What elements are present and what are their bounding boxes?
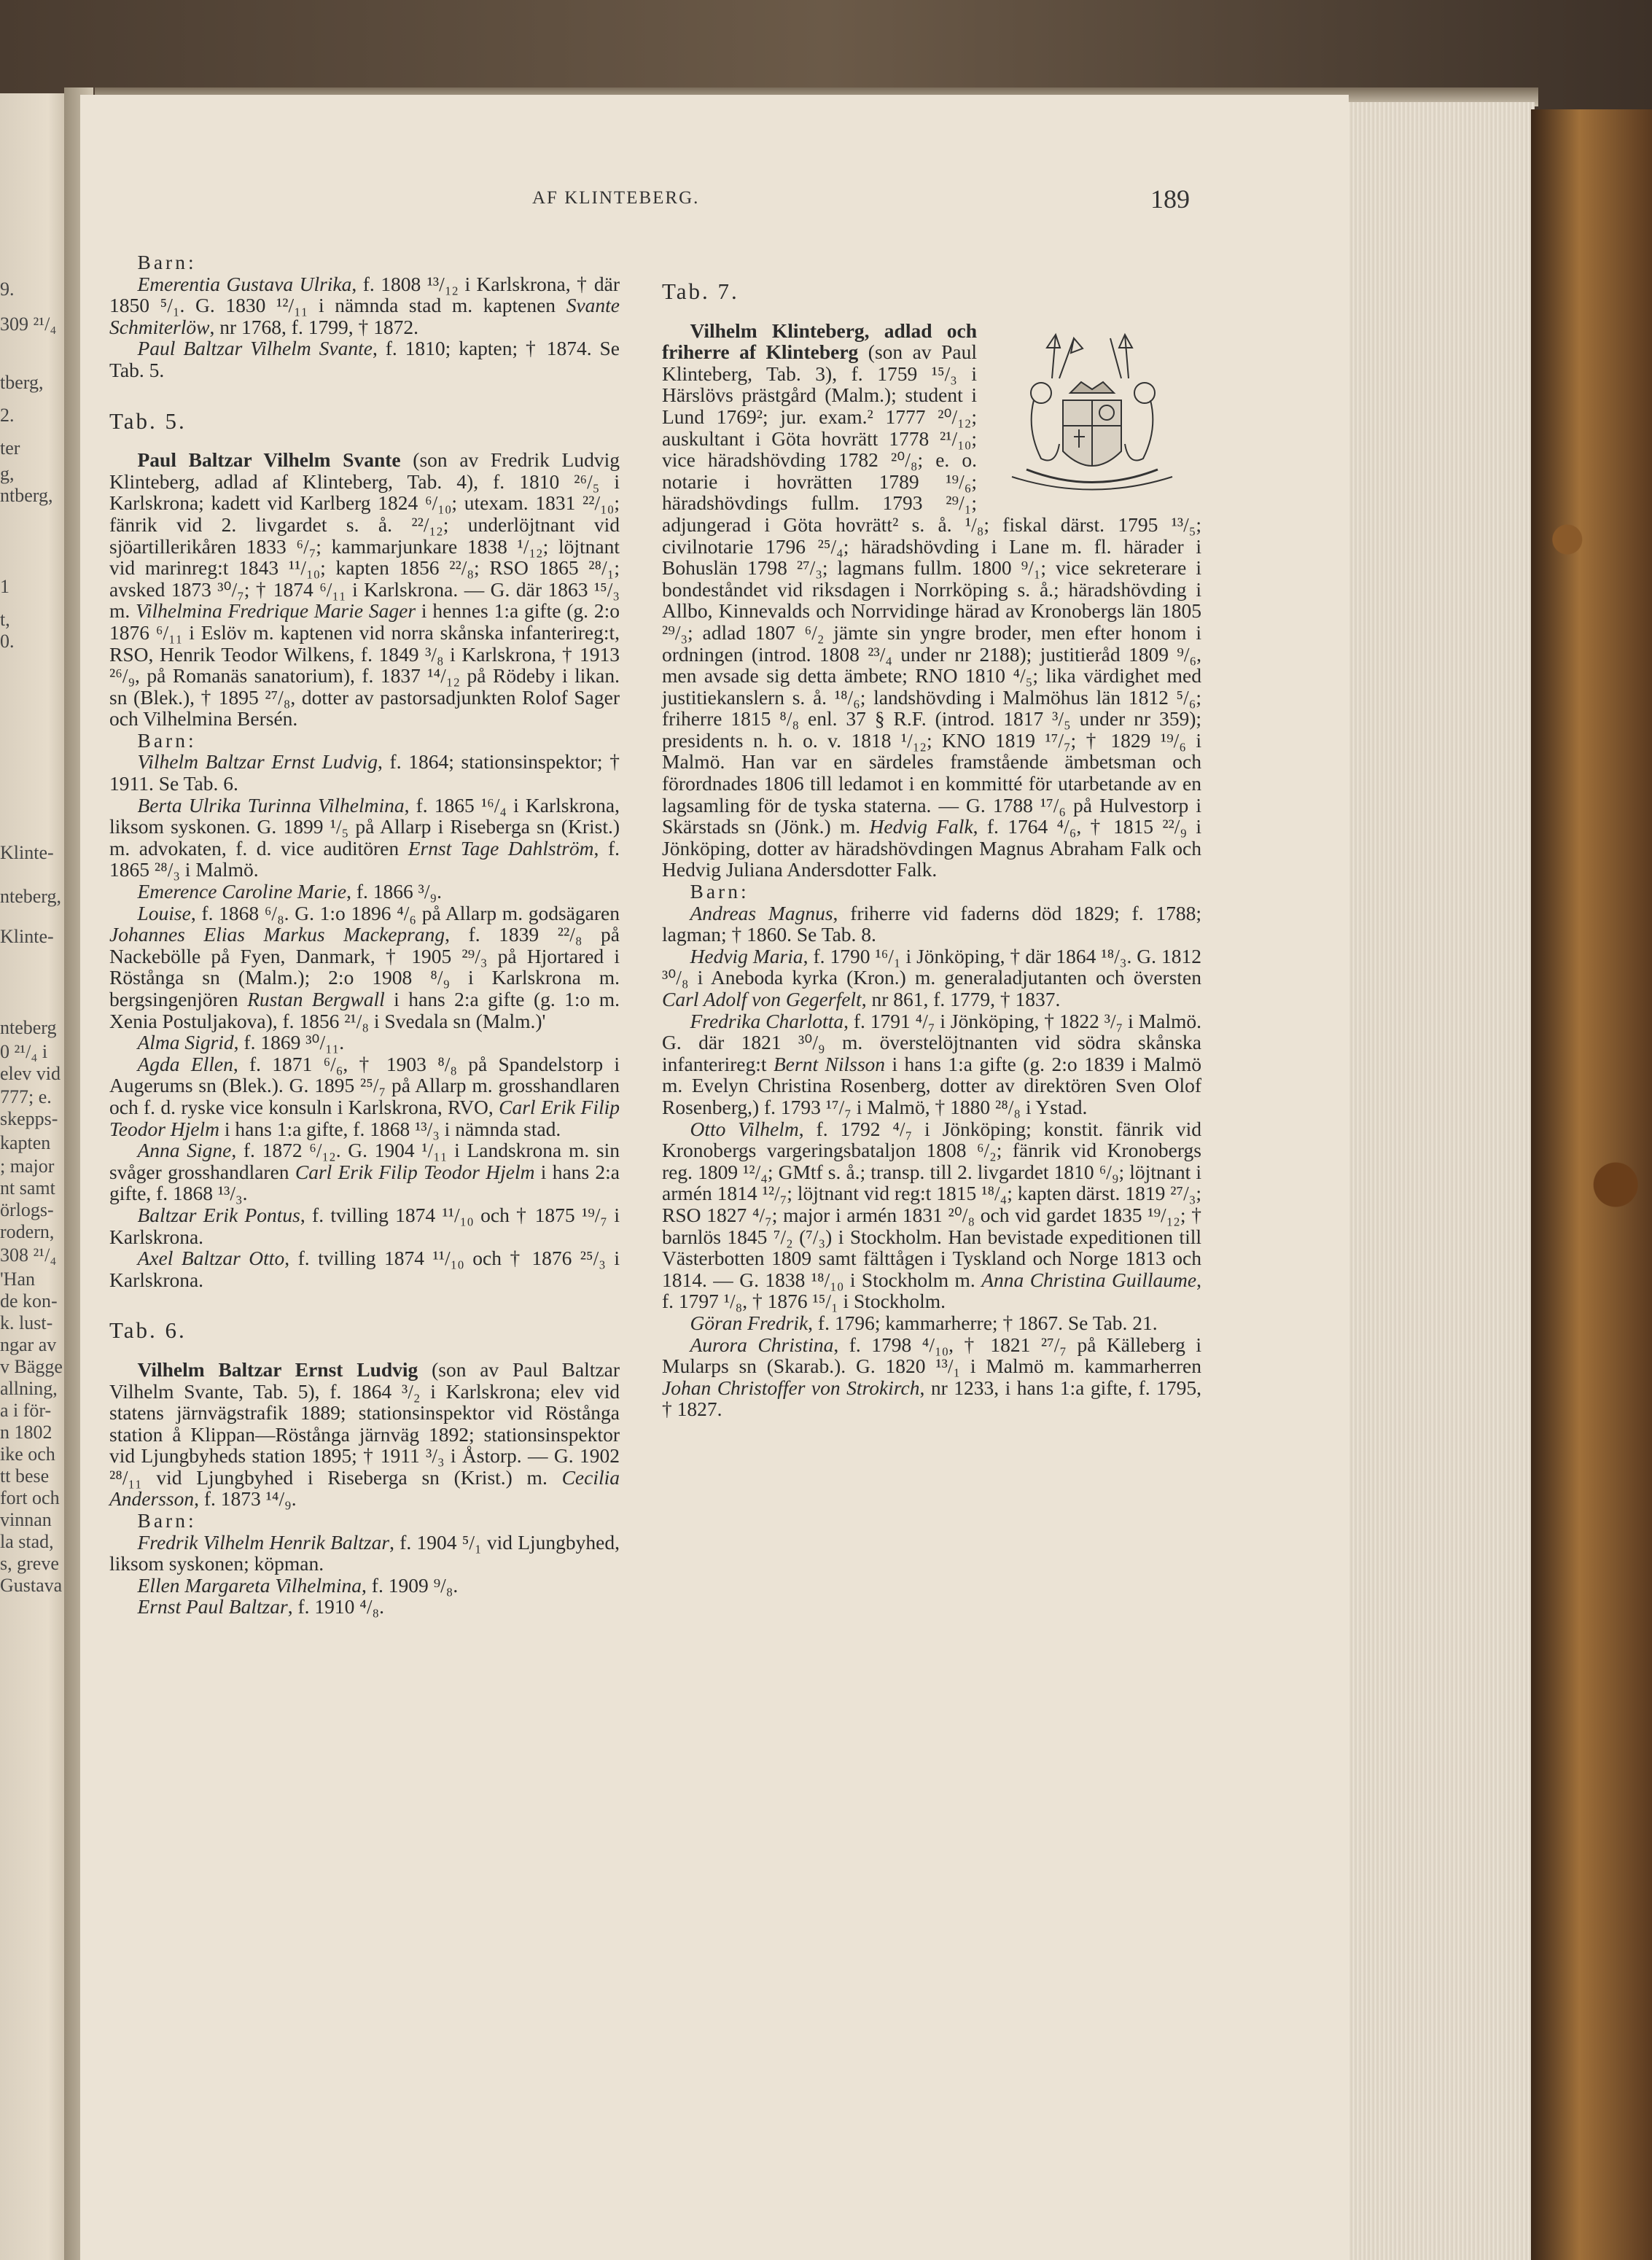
entry-text: , nr 861, f. 1779, † 1837. (861, 988, 1061, 1010)
left-page-fragment: tberg, (0, 372, 44, 393)
left-page-fragment: elev vid (0, 1063, 61, 1084)
entry-text: , f. 1839 ²²/₈ på Nackebölle på Fyen, Danmark, † 1905 ²⁹/₃ på Hjortared i Röstånga sn (Malm.); 2:o 1908 ⁸/₉ i Karlskrona m. bergsingenjören (109, 923, 620, 1010)
entry-text: , f. 1910 ⁴/₈. (287, 1595, 384, 1618)
entry-paragraph (109, 1247, 620, 1290)
entry-head-name: Vilhelm Baltzar Ernst Ludvig (137, 1357, 418, 1381)
children-heading: Barn: (690, 880, 749, 903)
left-page-fragment: k. lust- (0, 1312, 53, 1333)
entry-text: , f. 1872 ⁶/₁₂. G. 1904 ¹/₁₁ i Landskrona m. sin svåger grosshandlaren (109, 1139, 620, 1183)
entry-paragraph (109, 881, 620, 903)
table-heading: Tab. 6. (109, 1317, 187, 1344)
left-page-fragment: Klinte- (0, 842, 54, 863)
person-name: Bernt Nilsson (773, 1052, 886, 1075)
left-page-fragment: 777; e. (0, 1086, 52, 1107)
left-page-fragment: ntberg, (0, 485, 53, 506)
left-page-fragment: 309 ²¹/₄ (0, 313, 57, 335)
entry-text: (son av Paul Klinteberg, Tab. 3), f. 1759 ¹⁵/₃ i Härslövs prästgård (Malm.); student i Lund 1769²; jur. exam.² 1777 ²⁰/₁₂; auskultant i Göta hovrätt 1778 ²¹/₁₀; vice häradshövding 1782 ²⁰/₈; e. o. notarie i hovrätten 1789 ¹⁹/₆; häradshövdings fullm. 1793 ²⁹/₁; adjungerad i Göta hovrätt² s. å. ¹/₈; fiskal därst. 1795 ¹³/₅; civilnotarie 1796 ²⁵/₄; häradshövding i Lane m. fl. härader i Bohuslän 1798 ²⁷/₃; lagmans fullm. 1800 ⁹/₁; vice sekreterare i bondeståndet vid riksdagen i Norrköping s. å.; häradshövding i Allbo, Kinnevalds och Norrvidinge härad av Kronobergs län 1805 ²⁹/₃; adlad 1807 ⁶/₂ jämte sin yngre broder, men efter honom i ordningen (introd. 1808 ²³/₄ under nr 2188); justitieråd 1809 ⁹/₆, men avsade sig detta ämbete; RNO 1810 ⁴/₅; lika värdighet med justitiekanslern s. å. ¹⁸/₆; landshövding i Malmöhus län 1812 ⁵/₆; friherre 1815 ⁸/₈ enl. 37 § R.F. (introd. 1817 ³/₅ under nr 359); presidents n. h. o. v. 1818 ¹/₁₂; KNO 1819 ¹⁷/₇; † 1829 ¹⁹/₆ i Malmö. Han var en särdeles framstående ämbetsman och förordnades 1806 till ledamot i en kommitté för utarbetande av en lagsamling för de tyska staterna. — G. 1788 ¹⁷/₆ på Hulvestorp i Skärstads sn (Jönk.) m. (662, 340, 1201, 838)
left-page-fragment: t, (0, 609, 10, 630)
left-page-fragment: allning, (0, 1378, 58, 1399)
person-name: Ernst Paul Baltzar (137, 1595, 288, 1618)
entry-text: i hans 1:a gifte, f. 1868 ¹³/₃ i nämnda stad. (219, 1117, 561, 1140)
person-name: Ernst Tage Dahlström (408, 836, 594, 860)
entry-paragraph (662, 1334, 1201, 1420)
entry-paragraph (109, 1204, 620, 1247)
left-page-fragment: fort och (0, 1487, 60, 1508)
table-heading: Tab. 5. (109, 408, 187, 434)
entry-text: , f. 1909 ⁹/₈. (362, 1573, 459, 1597)
person-name: Göran Fredrik (690, 1311, 809, 1334)
left-page-fragment: 2. (0, 405, 15, 426)
left-page-fragment: s, greve (0, 1553, 59, 1574)
entry-paragraph (109, 751, 620, 794)
entry-paragraph (109, 795, 620, 881)
left-page-fragment: ngar av (0, 1334, 57, 1355)
person-name: Vilhelmina Fredrique Marie Sager (136, 599, 416, 623)
left-page-fragment: 0 ²¹/₄ i (0, 1041, 48, 1062)
left-page-fragment: örlogs- (0, 1199, 54, 1220)
entry-text: , f. 1868 ⁶/₈. G. 1:o 1896 ⁴/₆ på Allarp m. godsägaren (190, 901, 620, 924)
person-name: Axel Baltzar Otto (137, 1247, 285, 1270)
left-page-fragment: nt samt (0, 1177, 55, 1199)
person-name: Alma Sigrid (137, 1031, 234, 1054)
page-edges (1345, 102, 1535, 2260)
entry-text: i hans 1:a gifte (g. 2:o 1839 i Malmö m. Evelyn Christina Rosenberg, dotter av direktören Sven Olof Rosenberg,) f. 1793 ¹⁷/₇ i Malmö, † 1880 ²⁸/₈ i Ystad. (662, 1052, 1201, 1118)
person-name: Hedvig Maria (690, 944, 803, 967)
entry-text: , f. 1864; stationsinspektor; † 1911. Se Tab. 6. (109, 750, 620, 795)
table-heading: Tab. 7. (662, 278, 739, 304)
person-name: Hedvig Falk (869, 815, 973, 838)
entry-text: , f. 1869 ³⁰/₁₁. (233, 1031, 345, 1054)
left-page-fragment: nteberg, (0, 886, 61, 907)
person-name: Ellen Margareta Vilhelmina (137, 1573, 362, 1597)
entry-text: , f. 1904 ⁵/₁ vid Ljungbyhed, liksom syskonen; köpman. (109, 1530, 620, 1575)
left-page-fragment: 0. (0, 631, 15, 652)
entry-paragraph (662, 1010, 1201, 1118)
person-name: Anna Christina Guillaume (981, 1268, 1197, 1291)
person-name: Emerentia Gustava Ulrika (137, 272, 352, 295)
left-page-fragment: rodern, (0, 1221, 55, 1242)
entry-paragraph (109, 449, 620, 730)
person-name: Louise (137, 901, 191, 924)
left-page-fragment: 308 ²¹/₄ (0, 1244, 57, 1266)
left-page-fragment: ; major (0, 1156, 55, 1177)
person-name: Aurora Christina (690, 1333, 834, 1356)
left-page-fragment: Klinte- (0, 926, 54, 947)
left-page-fragment: nteberg (0, 1017, 57, 1038)
entry-paragraph (109, 1032, 620, 1053)
entry-text: i hans 2:a gifte (g. 1:o m. Xenia Postuljakova), f. 1856 ²¹/₈ i Svedala sn (Malm.)' (109, 988, 620, 1032)
entry-text: i hennes 1:a gifte (g. 2:o 1876 ⁶/₁₁ i Eslöv m. kaptenen vid norra skånska infanterireg:t, RSO, Henrik Teodor Wilkens, f. 1849 ³/₈ i Karlskrona, † 1913 ²⁶/₉, på Romanäs sanatorium), f. 1837 ¹⁴/₁₂ på Rödeby i likan. sn (Blek.), † 1895 ²⁷/₈, dotter av pastorsadjunkten Rolof Sager och Vilhelmina Bersén. (109, 599, 620, 730)
entry-paragraph (109, 1053, 620, 1139)
children-heading: Barn: (137, 251, 197, 273)
left-page-fragment: ter (0, 437, 20, 459)
person-name: Rustan Bergwall (247, 988, 385, 1010)
person-name: Fredrika Charlotta (690, 1009, 844, 1032)
entry-text: , f. 1866 ³/₉. (346, 880, 443, 903)
left-page-fragment: n 1802 (0, 1422, 52, 1443)
person-name: Johan Christoffer von Strokirch (662, 1376, 920, 1399)
person-name: Berta Ulrika Turinna Vilhelmina (137, 793, 405, 817)
entry-paragraph (109, 338, 620, 381)
entry-paragraph (662, 1312, 1201, 1334)
left-page-fragment: 9. (0, 278, 15, 300)
person-name: Vilhelm Baltzar Ernst Ludvig (137, 750, 378, 774)
left-page-fragment: 1 (0, 576, 9, 597)
children-heading: Barn: (137, 1509, 197, 1532)
person-name: Carl Erik Filip Teodor Hjelm (109, 1095, 620, 1140)
person-name: Paul Baltzar Vilhelm Svante (137, 337, 373, 360)
entry-paragraph (662, 946, 1201, 1010)
entry-text: , f. 1791 ⁴/₇ i Jönköping, † 1822 ³/₇ i Malmö. G. där 1821 ³⁰/₉ m. överstelöjtnanten vid södra skånska infanterireg:t (662, 1009, 1201, 1075)
left-page-fragment: tt bese (0, 1465, 50, 1486)
left-page-fragment: ike och (0, 1443, 55, 1465)
left-page-fragment: la stad, (0, 1531, 54, 1552)
entry-paragraph (109, 273, 620, 338)
page-number: 189 (1150, 184, 1190, 214)
entry-text: , nr 1233, i hans 1:a gifte, f. 1795, † 1827. (662, 1376, 1202, 1421)
left-page-fragment: 'Han (0, 1269, 36, 1290)
person-name: Emerence Caroline Marie (137, 880, 347, 903)
person-name: Svante Schmiterlöw (109, 294, 620, 338)
left-page-fragment: de kon- (0, 1290, 58, 1312)
entry-text: i hans 2:a gifte, f. 1868 ¹³/₃. (109, 1160, 620, 1205)
left-column (109, 252, 620, 1618)
entry-text: (son av Paul Baltzar Vilhelm Svante, Tab. 5), f. 1864 ³/₂ i Karlskrona; elev vid statens järnvägstrafik 1889; stationsinspektor vid Röstånga station å Klippan—Röstånga järnväg 1892; stationsinspektor vid Ljungbyheds station 1895; † 1911 ³/₃ i Åstorp. — G. 1902 ²⁸/₁₁ vid Ljungbyhed i Riseberga sn (Krist.) m. (109, 1357, 620, 1489)
entry-text: , f. 1808 ¹³/₁₂ i Karlskrona, † där 1850 ⁵/₁. G. 1830 ¹²/₁₁ i nämnda stad m. kaptenen (109, 272, 620, 317)
person-name: Andreas Magnus (690, 901, 833, 924)
left-page-fragment: v Bägge (0, 1356, 63, 1377)
entry-text: , nr 1768, f. 1799, † 1872. (209, 315, 418, 338)
entry-text: , f. 1792 ⁴/₇ i Jönköping; konstit. fänrik vid Kronobergs vargeringsbataljon 1808 ⁶/₂; fänrik vid Kronobergs reg. 1809 ¹²/₄; GMtf s. å.; transp. till 2. livgardet 1810 ⁶/₉; löjtnant i armén 1814 ¹²/₇; löjtnant vid reg:t 1815 ¹⁸/₄; kapten därst. 1819 ²⁷/₃; RSO 1827 ⁴/₇; major i armén 1831 ²⁰/₈ och vid gardet 1835 ¹⁹/₁₂; † barnlös 1845 ⁷/₂ (⁷/₃) i Stockholm. Han bevistade expeditionen till Västerbotten 1809 samt fälttågen i Tyskland och Norge 1813 och 1814. — G. 1838 ¹⁸/₁₀ i Stockholm m. (662, 1117, 1201, 1291)
entry-text: (son av Fredrik Ludvig Klinteberg, adlad af Klinteberg, Tab. 4), f. 1810 ²⁶/₅ i Karlskrona; kadett vid Karlberg 1824 ⁶/₁₀; utexam. 1831 ²²/₁₀; fänrik vid 2. livgardet s. å. ²²/₁₂; underlöjtnant vid sjöartillerikåren 1833 ⁶/₇; kammarjunkare 1838 ¹/₁₂; löjtnant vid marinreg:t 1843 ¹¹/₁₀; kapten 1856 ²²/₈; RSO 1865 ²⁸/₁; avsked 1873 ³⁰/₇; † 1874 ⁶/₁₁ i Karlskrona. — G. där 1863 ¹⁵/₃ m. (109, 448, 620, 623)
entry-text: , f. 1865 ²⁸/₃ i Malmö. (109, 836, 620, 881)
person-name: Otto Vilhelm (690, 1117, 799, 1140)
entry-text: , f. 1873 ¹⁴/₉. (194, 1487, 297, 1511)
entry-paragraph (109, 1139, 620, 1204)
entry-text: , f. 1764 ⁴/₆, † 1815 ²²/₉ i Jönköping, dotter av häradshövdingen Magnus Abraham Falk och Hedvig Juliana Andersdotter Falk. (662, 815, 1201, 881)
entry-text: , f. 1790 ¹⁶/₁ i Jönköping, † där 1864 ¹⁸/₃. G. 1812 ³⁰/₈ i Aneboda kyrka (Kron.) m. generaladjutanten och översten (662, 944, 1201, 989)
left-page-fragment: kapten (0, 1132, 51, 1153)
entry-paragraph (109, 1575, 620, 1597)
entry-paragraph (662, 1118, 1201, 1312)
entry-head-name: Paul Baltzar Vilhelm Svante (137, 448, 401, 472)
entry-text: , f. 1797 ¹/₈, † 1876 ¹⁵/₁ i Stockholm. (662, 1268, 1201, 1313)
right-column (662, 252, 1201, 1420)
left-page-fragment: Gustava (0, 1575, 63, 1596)
left-page-fragment: g, (0, 463, 15, 484)
entry-text: , f. 1798 ⁴/₁₀, † 1821 ²⁷/₇ på Källeberg i Mularps sn (Skarab.). G. 1820 ¹³/₁ i Malmö m. kammarherren (662, 1333, 1201, 1378)
entry-text: , f. 1810; kapten; † 1874. Se Tab. 5. (109, 337, 620, 381)
running-head: AF KLINTEBERG. (532, 188, 700, 208)
person-name: Anna Signe (137, 1139, 232, 1162)
entry-paragraph (109, 903, 620, 1032)
entry-paragraph (109, 1596, 620, 1618)
entry-paragraph (109, 1359, 620, 1510)
entry-text: , f. tvilling 1874 ¹¹/₁₀ och † 1876 ²⁵/₃ i Karlskrona. (109, 1247, 620, 1291)
person-name: Carl Adolf von Gegerfelt (662, 988, 862, 1010)
left-page-fragment: a i för- (0, 1400, 52, 1421)
person-name: Fredrik Vilhelm Henrik Baltzar (137, 1530, 390, 1554)
left-page-fragment: vinnan (0, 1509, 52, 1530)
children-heading: Barn: (137, 728, 197, 752)
person-name: Baltzar Erik Pontus (137, 1203, 300, 1226)
entry-head-name: Vilhelm Klinteberg, adlad och friherre af Klinteberg (662, 319, 977, 364)
marbled-cover-edge (1531, 109, 1652, 2260)
entry-paragraph (662, 903, 1201, 946)
coat-of-arms (983, 320, 1201, 502)
entry-text: , f. 1796; kammarherre; † 1867. Se Tab. 21. (808, 1311, 1158, 1334)
entry-paragraph (109, 1532, 620, 1575)
person-name: Carl Erik Filip Teodor Hjelm (295, 1160, 535, 1183)
entry-text: , f. 1865 ¹⁶/₄ i Karlskrona, liksom syskonen. G. 1899 ¹/₅ på Allarp i Riseberga sn (Krist.) m. advokaten, f. d. vice auditören (109, 793, 620, 860)
person-name: Johannes Elias Markus Mackeprang (109, 923, 445, 946)
entry-text: , friherre vid faderns död 1829; f. 1788; lagman; † 1860. Se Tab. 8. (662, 901, 1201, 946)
left-page-fragment: skepps- (0, 1108, 58, 1129)
person-name: Agda Ellen (137, 1052, 233, 1075)
person-name: Cecilia Andersson (109, 1465, 620, 1511)
entry-text: , f. tvilling 1874 ¹¹/₁₀ och † 1875 ¹⁹/₇ i Karlskrona. (109, 1203, 620, 1248)
entry-text: , f. 1871 ⁶/₆, † 1903 ⁸/₈ på Spandelstorp i Augerums sn (Blek.). G. 1895 ²⁵/₇ på Allarp m. grosshandlaren och f. d. ryske vice konsuln i Karlskrona, RVO, (109, 1052, 620, 1118)
